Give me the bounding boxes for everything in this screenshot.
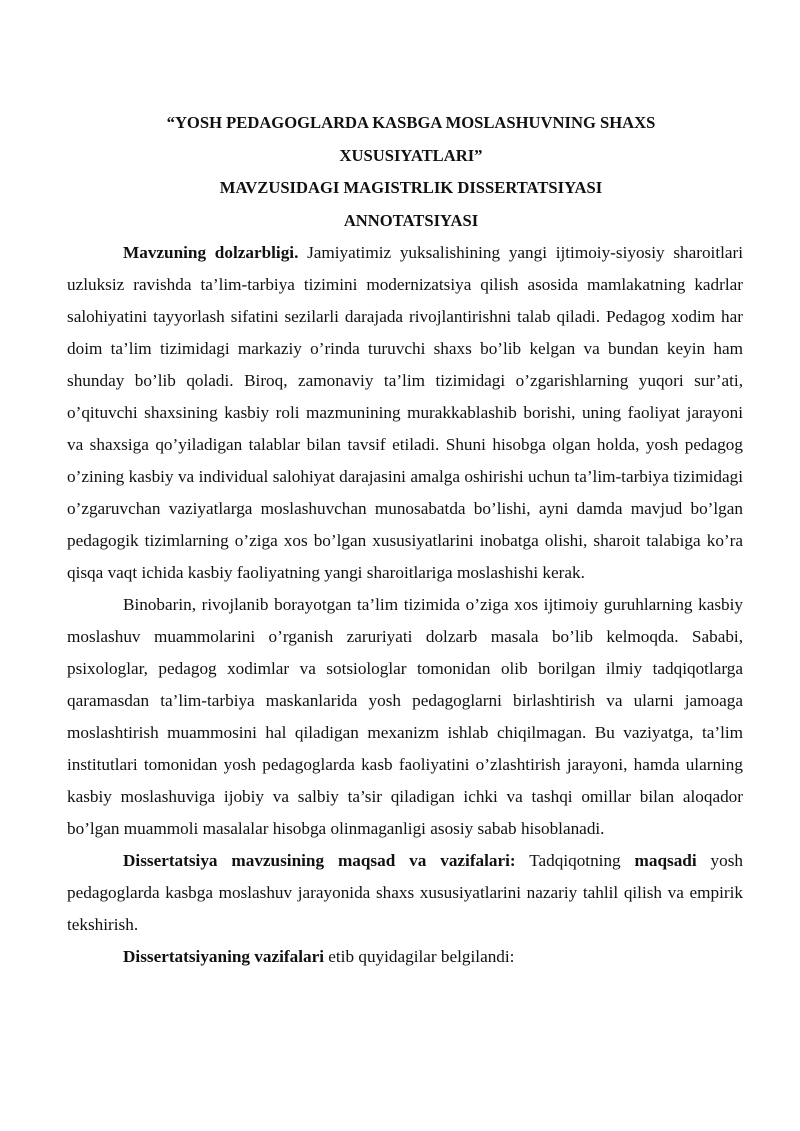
- relevance-label: Mavzuning dolzarbligi.: [123, 243, 299, 262]
- problem-text: Binobarin, rivojlanib borayotgan ta’lim tizimida o’ziga xos ijtimoiy guruhlarning kasbiy moslashuv muammolarini o’rganish zaruriyati dolzarb masala bo’lib kelmoqda. Sababi, psixologlar, pedagog xodimlar va sotsiologlar tomonidan olib borilgan ilmiy tadqiqotlarga qaramasdan ta’lim-tarbiya maskanlarida yosh pedagoglarni birlashtirish va ularni jamoaga moslashtirish muammosini hal qiladigan mexanizm ishlab chiqilmagan. Bu vaziyatga, ta’lim institutlari tomonidan yosh pedagoglarda kasb faoliyatini o’zlashtirish jarayoni, hamda ularning kasbiy moslashuviga ijobiy va salbiy ta’sir qiladigan ichki va tashqi omillar bilan aloqador bo’lgan muammoli masalalar hisobga olinmaganligi asosiy sabab hisoblanadi.: [67, 595, 743, 838]
- title-line-4: ANNOTATSIYASI: [343, 210, 479, 230]
- goals-text-a: Tadqiqotning: [515, 851, 635, 870]
- relevance-text: Jamiyatimiz yuksalishining yangi ijtimoiy-siyosiy sharoitlari uzluksiz ravishda ta’lim-tarbiya tizimini modernizatsiya qilish asosida mamlakatning kadrlar salohiyatini tayyorlash sifatini sezilarli darajada rivojlantirishni talab qiladi. Pedagog xodim har doim ta’lim tizimidagi markaziy o’rinda turuvchi shaxs bo’lib kelgan va bundan keyin ham shunday bo’lib qoladi. Biroq, zamonaviy ta’lim tizimidagi o’zgarishlarning yuqori sur’ati, o’qituvchi shaxsining kasbiy roli mazmunining murakkablashib borishi, uning faoliyat jarayoni va shaxsiga qo’yiladigan talablar bilan tavsif etiladi. Shuni hisobga olgan holda, yosh pedagog o’zining kasbiy va individual salohiyat darajasini amalga oshirishi uchun ta’lim-tarbiya tizimidagi o’zgaruvchan vaziyatlarga moslashuvchan munosabatda bo’lishi, ayni damda mavjud bo’lgan pedagogik tizimlarning o’ziga xos bo’lgan xususiyatlarini inobatga olishi, sharoit talabiga ko’ra qisqa vaqt ichida kasbiy faoliyatning yangi sharoitlariga moslashishi kerak.: [67, 243, 743, 582]
- title-line-3: MAVZUSIDAGI MAGISTRLIK DISSERTATSIYASI: [219, 178, 603, 197]
- paragraph-tasks: [67, 941, 743, 973]
- goal-label: maqsadi: [634, 851, 697, 870]
- tasks-text: etib quyidagilar belgilandi:: [323, 947, 515, 966]
- paragraph-problem: [67, 589, 743, 845]
- goals-text-b: yosh pedagoglarda kasbga moslashuv jarayonida shaxs xususiyatlarini nazariy tahlil qilish va empirik tekshirish.: [67, 851, 743, 934]
- tasks-label: Dissertatsiyaning vazifalari: [123, 947, 324, 966]
- title-line-1: “YOSH PEDAGOGLARDA KASBGA MOSLASHUVNING SHAXS: [166, 113, 656, 132]
- document-title: [67, 107, 743, 237]
- paragraph-relevance: [67, 237, 743, 589]
- goals-label: Dissertatsiya mavzusining maqsad va vazifalari:: [123, 851, 516, 870]
- title-line-2: XUSUSIYATLARI”: [339, 145, 483, 165]
- paragraph-goals: [67, 845, 743, 941]
